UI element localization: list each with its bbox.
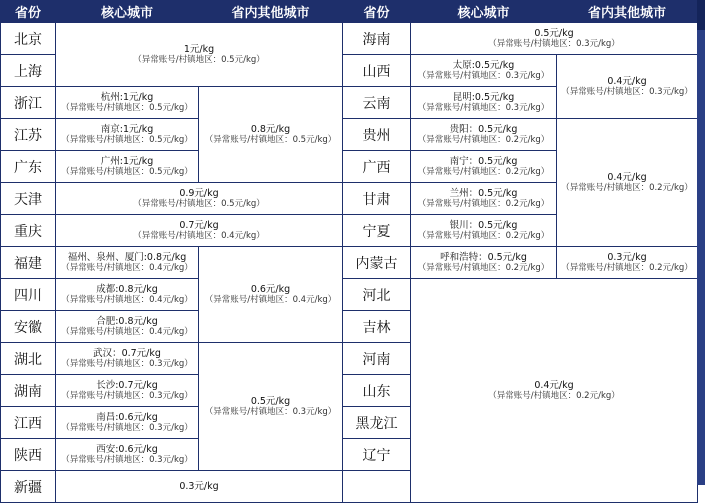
price-main: 0.4元/kg	[607, 76, 647, 87]
price-main: 南宁：0.5元/kg	[449, 156, 518, 167]
province-cell: 北京	[1, 23, 56, 55]
core-price-cell	[56, 151, 199, 183]
price-sub: （异常账号/村镇地区：0.5元/kg）	[204, 135, 337, 145]
price-main: 0.9元/kg	[179, 188, 219, 199]
core-price-cell	[411, 247, 557, 279]
table-row	[1, 215, 343, 247]
province-cell: 河南	[343, 343, 411, 375]
header-province: 省份	[343, 1, 411, 23]
core-price-cell	[56, 311, 199, 343]
province-cell: 重庆	[1, 215, 56, 247]
province-cell: 福建	[1, 247, 56, 279]
price-sub: （异常账号/村镇地区：0.4元/kg）	[204, 295, 337, 305]
price-sub: （异常账号/村镇地区：0.3元/kg）	[61, 455, 193, 465]
price-main: 0.6元/kg	[250, 284, 291, 295]
page-edge-shade-top	[697, 0, 705, 30]
price-sub: （异常账号/村镇地区：0.2元/kg）	[417, 199, 550, 209]
price-main: 呼和浩特：0.5元/kg	[440, 252, 527, 263]
table-row	[1, 471, 343, 503]
price-main: 成都:0.8元/kg	[96, 284, 158, 295]
price-main: 0.3元/kg	[179, 481, 219, 492]
price-main: 广州:1元/kg	[100, 156, 154, 167]
province-cell: 辽宁	[343, 439, 411, 471]
table-row	[1, 247, 343, 279]
table-row	[1, 23, 343, 55]
province-cell: 贵州	[343, 119, 411, 151]
price-main: 昆明:0.5元/kg	[452, 92, 515, 103]
core-price-cell	[411, 151, 557, 183]
province-cell: 吉林	[343, 311, 411, 343]
price-sub: （异常账号/村镇地区：0.2元/kg）	[417, 167, 550, 177]
table-row	[343, 279, 698, 311]
price-main: 武汉：0.7元/kg	[93, 348, 161, 359]
table-row	[1, 343, 343, 375]
merged-price-cell	[56, 215, 343, 247]
price-sub: （异常账号/村镇地区：0.3元/kg）	[417, 71, 550, 81]
price-sub: （异常账号/村镇地区：0.3元/kg）	[561, 87, 693, 97]
header-core-city: 核心城市	[411, 1, 557, 23]
price-main: 南京:1元/kg	[100, 124, 154, 135]
price-sub: （异常账号/村镇地区：0.4元/kg）	[61, 295, 193, 305]
province-cell: 海南	[343, 23, 411, 55]
price-main: 银川：0.5元/kg	[449, 220, 518, 231]
merged-price-cell	[56, 471, 343, 503]
merged-price-cell	[56, 23, 343, 87]
other-price-cell	[199, 247, 343, 343]
price-main: 0.4元/kg	[534, 380, 574, 391]
core-price-cell	[56, 407, 199, 439]
table-row	[343, 23, 698, 55]
province-cell: 四川	[1, 279, 56, 311]
price-main: 西安:0.6元/kg	[96, 444, 158, 455]
province-cell: 云南	[343, 87, 411, 119]
province-cell: 浙江	[1, 87, 56, 119]
price-main: 贵阳：0.5元/kg	[449, 124, 518, 135]
price-sub: （异常账号/村镇地区：0.2元/kg）	[417, 231, 550, 241]
header-other-city: 省内其他城市	[199, 1, 343, 23]
province-cell: 宁夏	[343, 215, 411, 247]
price-sub: （异常账号/村镇地区：0.2元/kg）	[561, 263, 693, 273]
other-price-cell	[557, 119, 698, 247]
core-price-cell	[56, 279, 199, 311]
province-cell: 广西	[343, 151, 411, 183]
price-sub: （异常账号/村镇地区：0.3元/kg）	[204, 407, 337, 417]
table-row	[1, 87, 343, 119]
price-sub: （异常账号/村镇地区：0.4元/kg）	[61, 263, 193, 273]
merged-price-cell	[411, 23, 698, 55]
price-main: 0.4元/kg	[607, 172, 647, 183]
other-price-cell	[199, 343, 343, 471]
table-row	[343, 247, 698, 279]
province-cell: 甘肃	[343, 183, 411, 215]
price-main: 南昌:0.6元/kg	[96, 412, 158, 423]
price-main: 1元/kg	[183, 44, 215, 55]
header-row	[343, 1, 698, 23]
header-core-city: 核心城市	[56, 1, 199, 23]
price-sub: （异常账号/村镇地区：0.2元/kg）	[561, 183, 693, 193]
province-cell: 安徽	[1, 311, 56, 343]
price-sub: （异常账号/村镇地区：0.5元/kg）	[133, 55, 265, 65]
price-main: 太原:0.5元/kg	[452, 60, 515, 71]
other-price-cell	[557, 55, 698, 119]
province-cell: 新疆	[1, 471, 56, 503]
price-main: 0.8元/kg	[250, 124, 291, 135]
price-sub: （异常账号/村镇地区：0.5元/kg）	[61, 103, 193, 113]
province-cell: 天津	[1, 183, 56, 215]
province-cell: 山东	[343, 375, 411, 407]
core-price-cell	[411, 215, 557, 247]
province-cell	[343, 471, 411, 503]
table-row	[1, 183, 343, 215]
price-sub: （异常账号/村镇地区：0.2元/kg）	[488, 391, 620, 401]
province-cell: 山西	[343, 55, 411, 87]
province-cell: 江西	[1, 407, 56, 439]
price-sub: （异常账号/村镇地区：0.4元/kg）	[133, 231, 265, 241]
province-cell: 内蒙古	[343, 247, 411, 279]
core-price-cell	[411, 119, 557, 151]
price-main: 0.5元/kg	[250, 396, 291, 407]
province-cell: 陕西	[1, 439, 56, 471]
price-main: 杭州:1元/kg	[100, 92, 154, 103]
table-row	[343, 119, 698, 151]
price-sub: （异常账号/村镇地区：0.3元/kg）	[417, 103, 550, 113]
core-price-cell	[56, 343, 199, 375]
price-table-left	[0, 0, 343, 503]
merged-price-cell	[56, 183, 343, 215]
price-sub: （异常账号/村镇地区：0.3元/kg）	[488, 39, 620, 49]
price-table-right	[342, 0, 698, 503]
price-sub: （异常账号/村镇地区：0.5元/kg）	[61, 135, 193, 145]
province-cell: 河北	[343, 279, 411, 311]
province-cell: 江苏	[1, 119, 56, 151]
page-edge-shade	[697, 0, 705, 485]
price-sub: （异常账号/村镇地区：0.3元/kg）	[61, 423, 193, 433]
province-cell: 黑龙江	[343, 407, 411, 439]
core-price-cell	[411, 55, 557, 87]
province-cell: 湖南	[1, 375, 56, 407]
core-price-cell	[56, 87, 199, 119]
header-province: 省份	[1, 1, 56, 23]
price-sub: （异常账号/村镇地区：0.2元/kg）	[417, 135, 550, 145]
price-main: 长沙:0.7元/kg	[96, 380, 158, 391]
price-sub: （异常账号/村镇地区：0.5元/kg）	[133, 199, 265, 209]
price-main: 兰州：0.5元/kg	[449, 188, 518, 199]
core-price-cell	[56, 375, 199, 407]
price-main: 0.5元/kg	[534, 28, 574, 39]
core-price-cell	[56, 119, 199, 151]
price-sub: （异常账号/村镇地区：0.3元/kg）	[61, 359, 193, 369]
core-price-cell	[411, 183, 557, 215]
price-sub: （异常账号/村镇地区：0.2元/kg）	[417, 263, 550, 273]
header-row	[1, 1, 343, 23]
price-main: 合肥:0.8元/kg	[96, 316, 158, 327]
price-main: 福州、泉州、厦门:0.8元/kg	[67, 252, 187, 263]
price-sub: （异常账号/村镇地区：0.5元/kg）	[61, 167, 193, 177]
table-row	[343, 55, 698, 87]
price-main: 0.7元/kg	[179, 220, 219, 231]
core-price-cell	[56, 439, 199, 471]
core-price-cell	[56, 247, 199, 279]
header-other-city: 省内其他城市	[557, 1, 698, 23]
merged-price-cell	[411, 279, 698, 503]
core-price-cell	[411, 87, 557, 119]
province-cell: 湖北	[1, 343, 56, 375]
other-price-cell	[557, 247, 698, 279]
price-sub: （异常账号/村镇地区：0.3元/kg）	[61, 391, 193, 401]
price-main: 0.3元/kg	[607, 252, 647, 263]
province-cell: 广东	[1, 151, 56, 183]
province-cell: 上海	[1, 55, 56, 87]
price-sub: （异常账号/村镇地区：0.4元/kg）	[61, 327, 193, 337]
other-price-cell	[199, 87, 343, 183]
